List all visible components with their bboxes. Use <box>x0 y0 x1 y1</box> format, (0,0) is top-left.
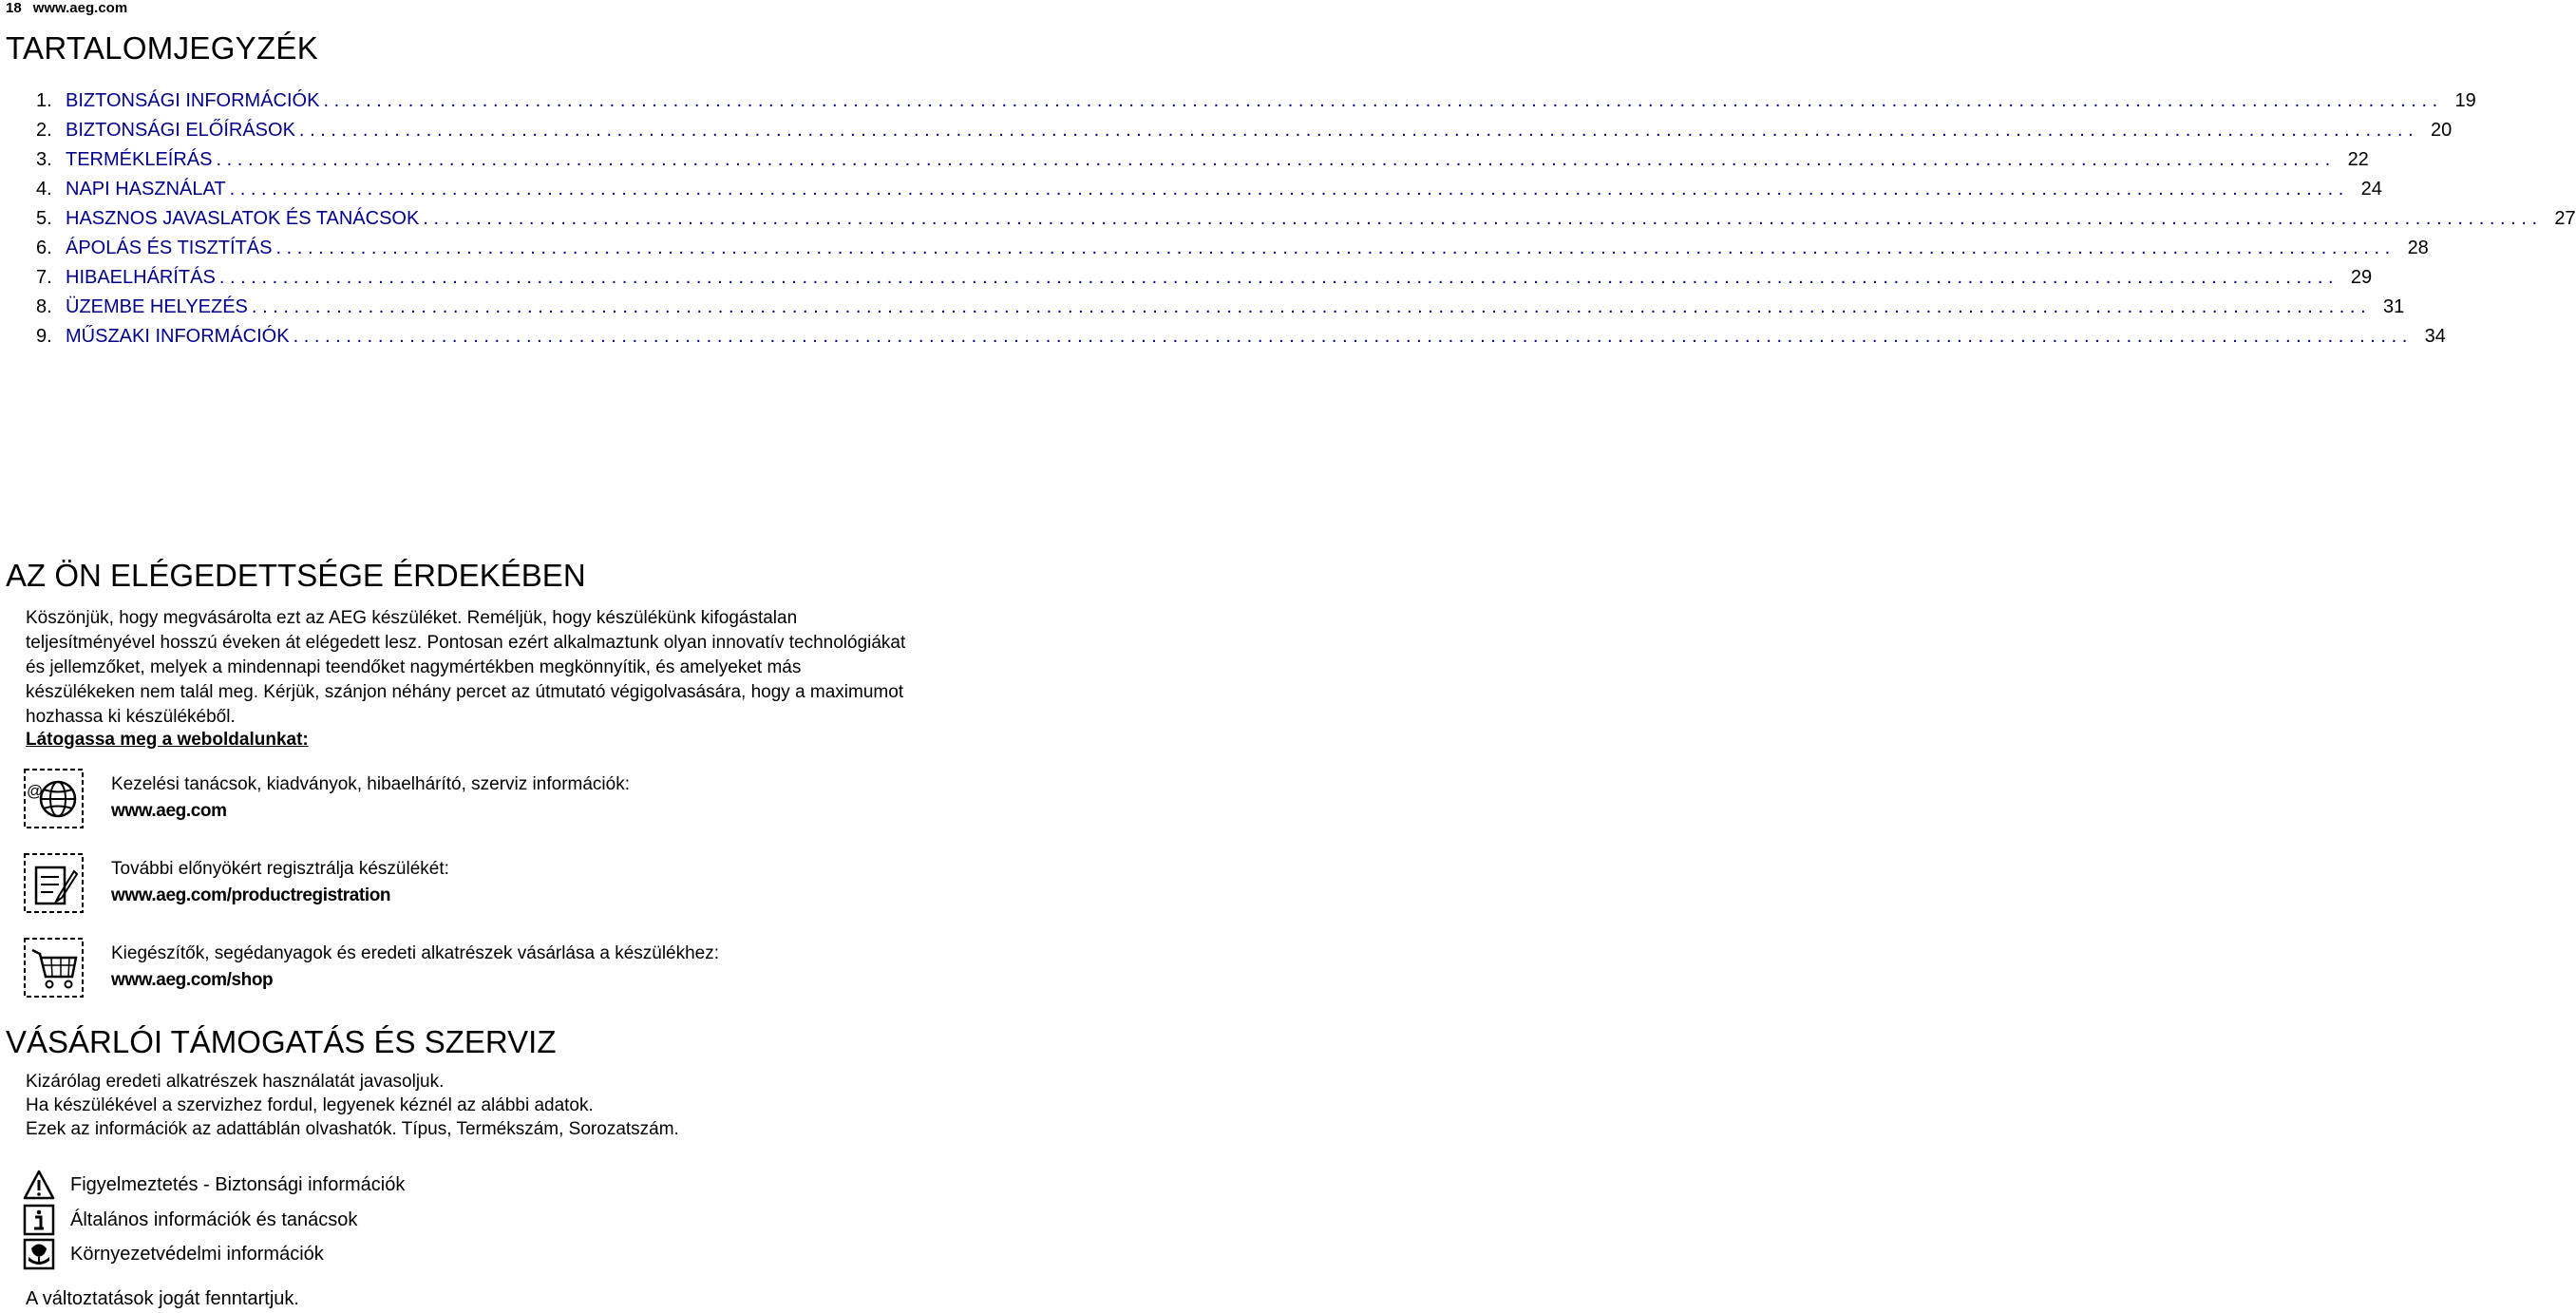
toc-item-label[interactable]: ÁPOLÁS ÉS TISZTÍTÁS <box>66 238 273 258</box>
svg-text:@: @ <box>27 782 44 800</box>
toc-item[interactable] <box>36 263 2373 293</box>
toc-item-label[interactable]: NAPI HASZNÁLAT <box>66 179 226 200</box>
toc-item-number: 6. <box>36 238 52 258</box>
toc-item-number: 9. <box>36 326 52 347</box>
registration-info-row <box>23 852 906 919</box>
toc-leader-dots: ........................................................................................................................................................................................................ <box>251 296 2372 317</box>
legend-info-text: Általános információk és tanácsok <box>70 1209 358 1230</box>
toc-item[interactable] <box>36 293 2405 322</box>
toc-item-number: 2. <box>36 120 52 141</box>
toc-item[interactable] <box>36 145 2369 175</box>
satisfaction-title: AZ ÖN ELÉGEDETTSÉGE ÉRDEKÉBEN <box>6 558 586 593</box>
toc-item-label[interactable]: BIZTONSÁGI ELŐÍRÁSOK <box>66 120 295 141</box>
toc-item-number: 4. <box>36 179 52 200</box>
toc-item-page: 27 <box>2554 208 2576 229</box>
shop-info-text: Kiegészítők, segédanyagok és eredeti alkatrészek vásárlása a készülékhez: <box>111 943 720 963</box>
website-info-row <box>23 768 906 834</box>
toc-item[interactable] <box>36 234 2429 263</box>
toc-item[interactable] <box>36 175 2382 204</box>
toc-item[interactable] <box>36 116 2453 145</box>
website-info-text: Kezelési tanácsok, kiadványok, hibaelhárító, szerviz információk: <box>111 774 630 794</box>
toc-item-label[interactable]: HASZNOS JAVASLATOK ÉS TANÁCSOK <box>66 208 420 229</box>
toc-item-label[interactable]: TERMÉKLEÍRÁS <box>66 149 213 170</box>
toc-item-page: 34 <box>2424 326 2446 347</box>
registration-info-text: További előnyökért regisztrálja készülékét: <box>111 859 449 879</box>
toc-item[interactable] <box>36 322 2446 352</box>
toc-leader-dots: ........................................................................................................................................................................................................ <box>229 179 2349 200</box>
shop-link[interactable]: www.aeg.com/shop <box>111 970 274 990</box>
website-link[interactable]: www.aeg.com <box>111 801 227 821</box>
legend-warning-text: Figyelmeztetés - Biztonsági információk <box>70 1174 406 1195</box>
shopping-cart-icon <box>23 937 85 999</box>
toc-item-number: 3. <box>36 149 52 170</box>
toc-item-page: 24 <box>2360 179 2382 200</box>
page-number: 18 <box>6 0 22 16</box>
toc-item-page: 20 <box>2431 120 2453 141</box>
service-text <box>26 1070 679 1141</box>
toc-item-label[interactable]: HIBAELHÁRÍTÁS <box>66 267 216 288</box>
toc-leader-dots: ........................................................................................................................................................................................................ <box>293 326 2413 347</box>
environment-icon <box>23 1238 55 1270</box>
legend-environment-text: Környezetvédelmi információk <box>70 1244 324 1265</box>
warning-icon <box>23 1169 55 1201</box>
toc-leader-dots: ........................................................................................................................................................................................................ <box>323 90 2443 111</box>
service-line: Kizárólag eredeti alkatrészek használatát javasoljuk. <box>26 1072 445 1092</box>
toc-item-label[interactable]: MŰSZAKI INFORMÁCIÓK <box>66 326 290 347</box>
service-line: Ezek az információk az adattáblán olvashatók. Típus, Termékszám, Sorozatszám. <box>26 1119 679 1139</box>
visit-website-title: Látogassa meg a weboldalunkat: <box>26 730 309 750</box>
shop-info-row <box>23 937 906 1003</box>
toc-item-page: 29 <box>2350 267 2373 288</box>
page-header <box>6 0 127 16</box>
toc-leader-dots: ........................................................................................................................................................................................................ <box>216 149 2336 170</box>
toc-item[interactable] <box>36 86 2476 116</box>
service-line: Ha készülékével a szervizhez fordul, legyenek kéznél az alábbi adatok. <box>26 1095 594 1115</box>
footer-note: A változtatások jogát fenntartjuk. <box>26 1288 299 1309</box>
toc-leader-dots: ........................................................................................................................................................................................................ <box>275 238 2396 258</box>
toc-item-page: 19 <box>2454 90 2476 111</box>
toc-item-label[interactable]: ÜZEMBE HELYEZÉS <box>66 296 248 317</box>
toc-leader-dots: ........................................................................................................................................................................................................ <box>298 120 2419 141</box>
toc-item-number: 1. <box>36 90 52 111</box>
globe-icon <box>23 768 85 829</box>
toc-item-number: 5. <box>36 208 52 229</box>
table-of-contents <box>36 86 2576 352</box>
toc-title: TARTALOMJEGYZÉK <box>6 30 319 66</box>
registration-form-icon <box>23 852 85 914</box>
toc-item-page: 31 <box>2382 296 2405 317</box>
toc-item-number: 7. <box>36 267 52 288</box>
toc-item-page: 22 <box>2347 149 2369 170</box>
registration-link[interactable]: www.aeg.com/productregistration <box>111 885 391 905</box>
toc-item-number: 8. <box>36 296 52 317</box>
satisfaction-paragraph: Köszönjük, hogy megvásárolta ezt az AEG készüléket. Reméljük, hogy készülékünk kifogástalan teljesítményével hosszú éveken át elégedett lesz. Pontosan ezért alkalmaztunk olyan innovatív technológiákat és jellemzőket, melyek a mindennapi teendőket nagymértékben megkönnyítik, és amelyeket más készülékeken nem talál meg. Kérjük, szánjon néhány percet az útmutató végigolvasására, hogy a maximumot hozhassa ki készülékéből. <box>26 608 906 727</box>
service-title: VÁSÁRLÓI TÁMOGATÁS ÉS SZERVIZ <box>6 1024 557 1059</box>
toc-leader-dots: ........................................................................................................................................................................................................ <box>218 267 2339 288</box>
toc-item-page: 28 <box>2407 238 2429 258</box>
toc-item-label[interactable]: BIZTONSÁGI INFORMÁCIÓK <box>66 90 320 111</box>
toc-item[interactable] <box>36 204 2576 234</box>
header-website: www.aeg.com <box>32 0 128 16</box>
info-icon <box>23 1204 55 1236</box>
toc-leader-dots: ........................................................................................................................................................................................................ <box>423 208 2543 229</box>
